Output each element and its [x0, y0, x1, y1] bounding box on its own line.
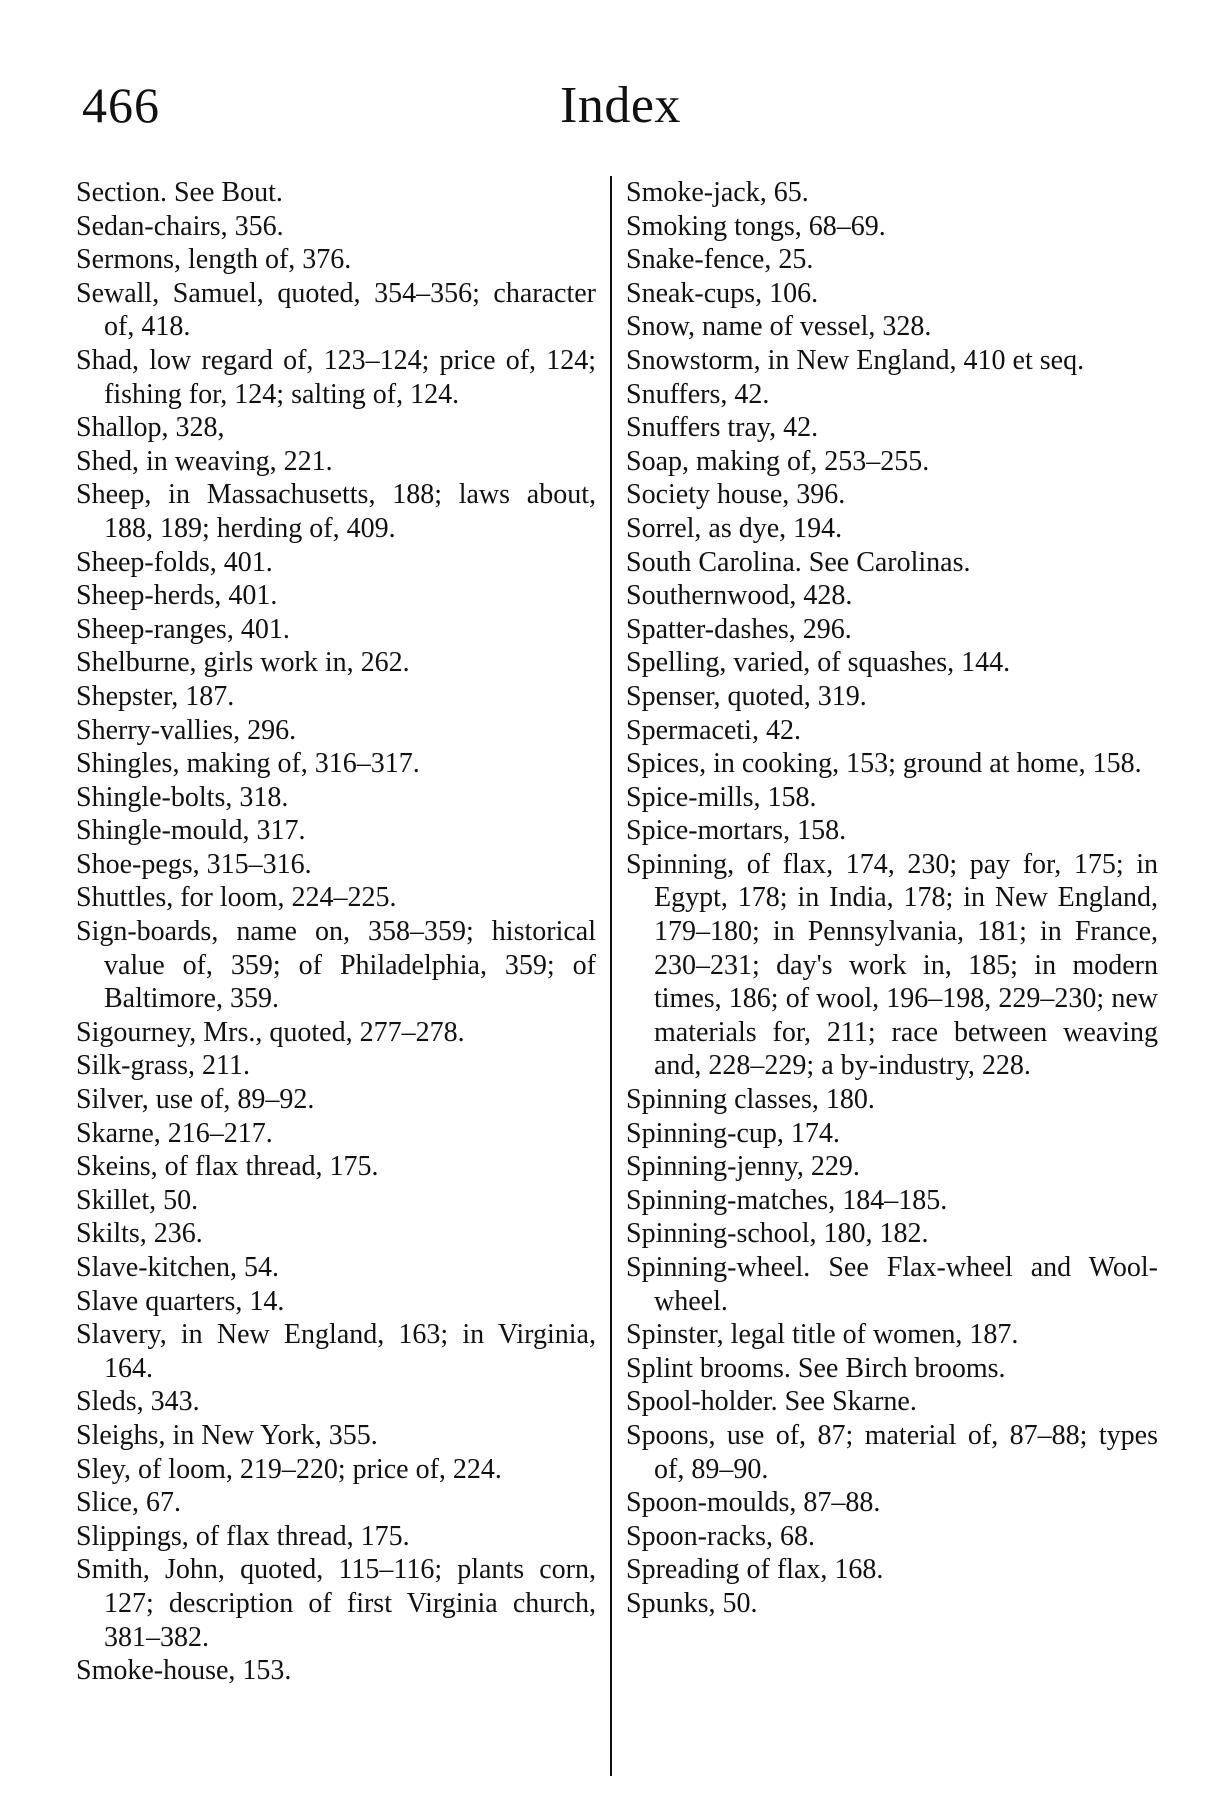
index-entry: Sign-boards, name on, 358–359; historical value of, 359; of Philadelphia, 359; of Baltimore, 359.	[76, 916, 596, 1015]
index-entry: Snow, name of vessel, 328.	[626, 311, 932, 343]
index-entry: Spunks, 50.	[626, 1587, 758, 1619]
index-entry: Shed, in weaving, 221.	[76, 445, 333, 477]
index-entry: Sigourney, Mrs., quoted, 277–278.	[76, 1016, 465, 1048]
index-entry: Section. See Bout.	[76, 177, 283, 208]
index-entry: Spinning-matches, 184–185.	[626, 1184, 948, 1216]
index-entry: Snuffers tray, 42.	[626, 412, 819, 444]
index-entry: Spice-mills, 158.	[626, 781, 817, 813]
index-entry: Shad, low regard of, 123–124; price of, 124; fishing for, 124; salting of, 124.	[76, 344, 596, 410]
index-entry: Southernwood, 428.	[626, 580, 853, 612]
index-entry: Sneak-cups, 106.	[626, 277, 819, 309]
index-entry: Spool-holder. See Skarne.	[626, 1386, 917, 1418]
index-entry: Sheep, in Massachusetts, 188; laws about, 188, 189; herding of, 409.	[76, 479, 596, 544]
index-entry: Slavery, in New England, 163; in Virginia, 164.	[76, 1319, 596, 1384]
index-entry: Slave-kitchen, 54.	[76, 1252, 279, 1283]
index-entry: Spelling, varied, of squashes, 144.	[626, 647, 1011, 679]
index-entry: Spreading of flax, 168.	[626, 1554, 884, 1586]
index-entry: Skilts, 236.	[76, 1218, 203, 1250]
index-entry: Shingles, making of, 316–317.	[76, 748, 420, 780]
index-entry: Sheep-herds, 401.	[76, 580, 278, 612]
index-entry: Silver, use of, 89–92.	[76, 1084, 315, 1116]
index-entry: Shingle-bolts, 318.	[76, 781, 289, 813]
index-entry: Spinning-school, 180, 182.	[626, 1218, 929, 1250]
index-entry: Smoke-house, 153.	[76, 1655, 292, 1687]
right-index-column	[626, 176, 1158, 1621]
index-entry: Snowstorm, in New England, 410 et seq.	[626, 344, 1085, 376]
index-entry: Sley, of loom, 219–220; price of, 224.	[76, 1453, 502, 1485]
index-entry: Spoon-moulds, 87–88.	[626, 1487, 881, 1519]
index-entry: Shallop, 328,	[76, 412, 225, 444]
index-entry: Snake-fence, 25.	[626, 244, 814, 276]
index-entry: Spinning-cup, 174.	[626, 1117, 840, 1149]
index-entry: Sleds, 343.	[76, 1386, 200, 1418]
index-entry: Smoking tongs, 68–69.	[626, 210, 886, 242]
index-entry: Shelburne, girls work in, 262.	[76, 647, 410, 679]
index-entry: Skeins, of flax thread, 175.	[76, 1151, 379, 1183]
index-entry: Slave quarters, 14.	[76, 1285, 285, 1317]
index-entry: Sorrel, as dye, 194.	[626, 512, 843, 544]
index-entry: Sheep-ranges, 401.	[76, 613, 290, 645]
index-entry: Society house, 396.	[626, 479, 846, 511]
index-entry: Shuttles, for loom, 224–225.	[76, 882, 397, 914]
left-index-column	[76, 176, 596, 1688]
index-entry: Soap, making of, 253–255.	[626, 445, 930, 477]
index-entry: Sherry-vallies, 296.	[76, 714, 297, 746]
index-entry: Shoe-pegs, 315–316.	[76, 848, 312, 880]
index-entry: Sheep-folds, 401.	[76, 546, 273, 578]
page-number: 466	[82, 77, 160, 133]
index-entry: Slice, 67.	[76, 1487, 181, 1519]
index-entry: Spinning classes, 180.	[626, 1084, 875, 1116]
index-entry: Spinning-jenny, 229.	[626, 1151, 860, 1183]
index-entry: Spinning-wheel. See Flax-wheel and Wool-wheel.	[626, 1252, 1158, 1317]
index-entry: Sewall, Samuel, quoted, 354–356; character of, 418.	[76, 277, 596, 343]
index-entry: Spenser, quoted, 319.	[626, 680, 867, 712]
index-entry: Sermons, length of, 376.	[76, 244, 352, 276]
index-entry: Snuffers, 42.	[626, 378, 770, 410]
index-entry: Silk-grass, 211.	[76, 1050, 250, 1082]
index-entry: Spice-mortars, 158.	[626, 815, 847, 847]
index-entry: Shepster, 187.	[76, 680, 235, 712]
index-entry: Smith, John, quoted, 115–116; plants corn, 127; description of first Virginia church, 381–382.	[76, 1554, 596, 1653]
index-entry: Spatter-dashes, 296.	[626, 613, 852, 645]
index-entry: Spoons, use of, 87; material of, 87–88; types of, 89–90.	[626, 1419, 1158, 1485]
index-entry: Skarne, 216–217.	[76, 1117, 273, 1149]
index-entry: Spoon-racks, 68.	[626, 1520, 815, 1552]
column-divider	[610, 176, 612, 1776]
index-entry: Spinster, legal title of women, 187.	[626, 1319, 1019, 1351]
running-title: Index	[560, 77, 681, 134]
index-entry: Sedan-chairs, 356.	[76, 210, 284, 242]
index-entry: Skillet, 50.	[76, 1184, 199, 1216]
index-entry: Spices, in cooking, 153; ground at home, 158.	[626, 748, 1142, 780]
index-entry: Smoke-jack, 65.	[626, 177, 809, 208]
index-entry: Spinning, of flax, 174, 230; pay for, 175; in Egypt, 178; in India, 178; in New England, 179–180; in Pennsylvania, 181; in France, 230–231; day's work in, 185; in modern times, 186; of wool, 196–198, 229–230; new materials for, 211; race between weaving and, 228–229; a by-industry, 228.	[626, 848, 1158, 1082]
index-entry: Sleighs, in New York, 355.	[76, 1419, 378, 1451]
index-entry: Spermaceti, 42.	[626, 714, 801, 746]
index-entry: South Carolina. See Carolinas.	[626, 546, 971, 578]
index-entry: Slippings, of flax thread, 175.	[76, 1520, 410, 1552]
index-entry: Splint brooms. See Birch brooms.	[626, 1352, 1006, 1384]
index-entry: Shingle-mould, 317.	[76, 815, 306, 847]
